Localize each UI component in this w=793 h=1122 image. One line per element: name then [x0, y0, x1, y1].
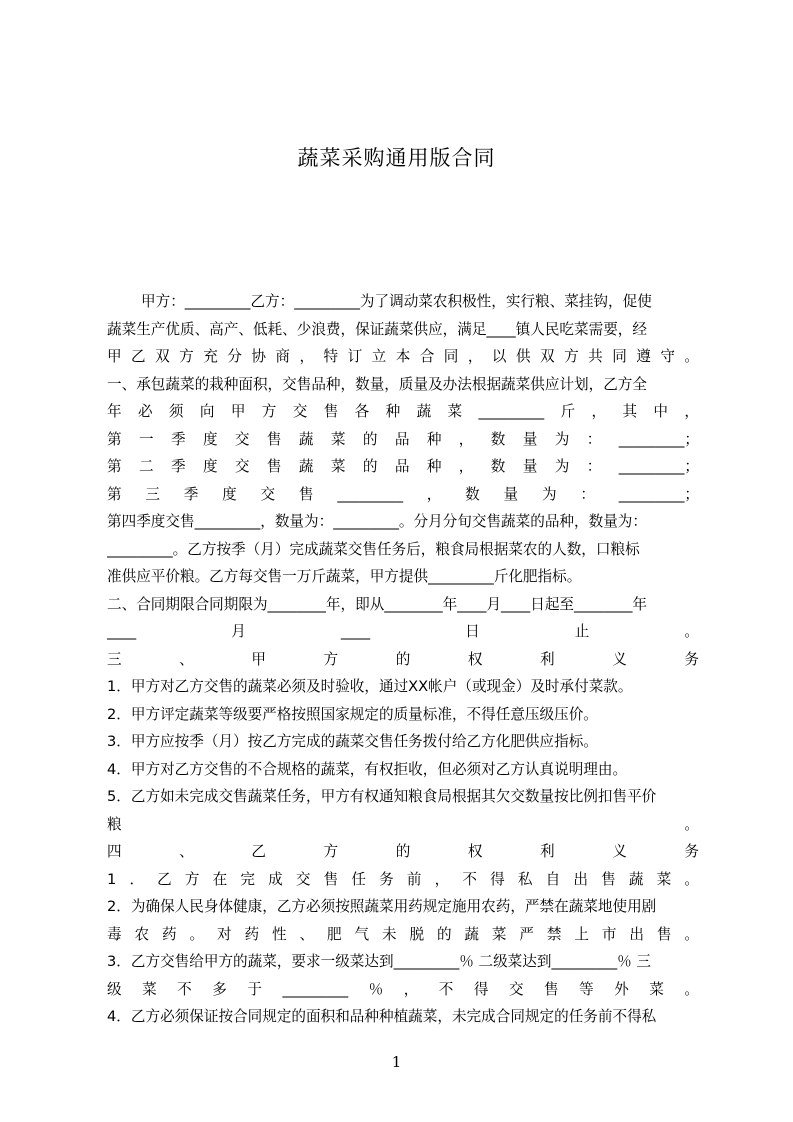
body-line: 4．甲方对乙方交售的不合规格的蔬菜，有权拒收，但必须对乙方认真说明理由。 [107, 760, 628, 778]
body-line: 第三季度交售_________，数量为：_________； [107, 485, 699, 503]
body-line: 蔬菜生产优质、高产、低耗、少浪费，保证蔬菜供应，满足____镇人民吃菜需要，经 [107, 320, 647, 338]
body-line: 第一季度交售蔬菜的品种，数量为：_________； [107, 430, 699, 448]
body-line: 级菜不多于_________％，不得交售等外菜。 [107, 980, 699, 998]
body-line: 第二季度交售蔬菜的品种，数量为：_________； [107, 458, 699, 475]
body-line: ____月____日止。 [107, 623, 699, 640]
page-number: 1 [391, 1053, 402, 1071]
body-line: 1．甲方对乙方交售的蔬菜必须及时验收，通过XX帐户（或现金）及时承付菜款。 [107, 678, 633, 695]
body-line: 甲乙双方充分协商，特订立本合同，以供双方共同遵守。 [107, 348, 699, 365]
body-line: 一、承包蔬菜的栽种面积，交售品种，数量，质量及办法根据蔬菜供应计划，乙方全 [107, 375, 647, 393]
contract-body [107, 288, 699, 1031]
document-title: 蔬菜采购通用版合同 [297, 146, 496, 170]
body-line: 第四季度交售_________，数量为：_________。分月分旬交售蔬菜的品种，数量为： [107, 513, 647, 530]
body-line: 2．为确保人民身体健康，乙方必须按照蔬菜用药规定施用农药，严禁在蔬菜地使用剧 [107, 898, 657, 915]
body-line: 4．乙方必须保证按合同规定的面积和品种种植蔬菜，未完成合同规定的任务前不得私 [107, 1008, 657, 1025]
body-line: 1．乙方在完成交售任务前，不得私自出售蔬菜。 [107, 870, 699, 888]
section-heading: 四、乙方的权利义务 [107, 843, 699, 860]
body-line: 甲方：_________乙方：_________为了调动菜农积极性，实行粮、菜挂钩，促使 [141, 293, 652, 310]
body-line: 粮。 [107, 815, 699, 833]
body-line: 准供应平价粮。乙方每交售一万斤蔬菜，甲方提供_________斤化肥指标。 [107, 568, 582, 585]
section-heading: 三、甲方的权利义务 [107, 650, 699, 668]
body-line: 毒农药。对药性、肥气未脱的蔬菜严禁上市出售。 [107, 925, 699, 943]
body-line: _________。乙方按季（月）完成蔬菜交售任务后，粮食局根据菜农的人数，口粮标 [107, 540, 640, 558]
body-line: 年必须向甲方交售各种蔬菜_________斤，其中， [107, 403, 699, 420]
body-line: 3．乙方交售给甲方的蔬菜，要求一级菜达到_________％ 二级菜达到_________％ 三 [107, 953, 651, 970]
body-line: 5．乙方如未完成交售蔬菜任务，甲方有权通知粮食局根据其欠交数量按比例扣售平价 [107, 788, 657, 805]
body-line: 3．甲方应按季（月）按乙方完成的蔬菜交售任务拨付给乙方化肥供应指标。 [107, 733, 598, 750]
body-line: 二、合同期限合同期限为________年，即从________年____月____日起至________年 [107, 595, 647, 613]
body-line: 2．甲方评定蔬菜等级要严格按照国家规定的质量标准，不得任意压级压价。 [107, 705, 598, 723]
